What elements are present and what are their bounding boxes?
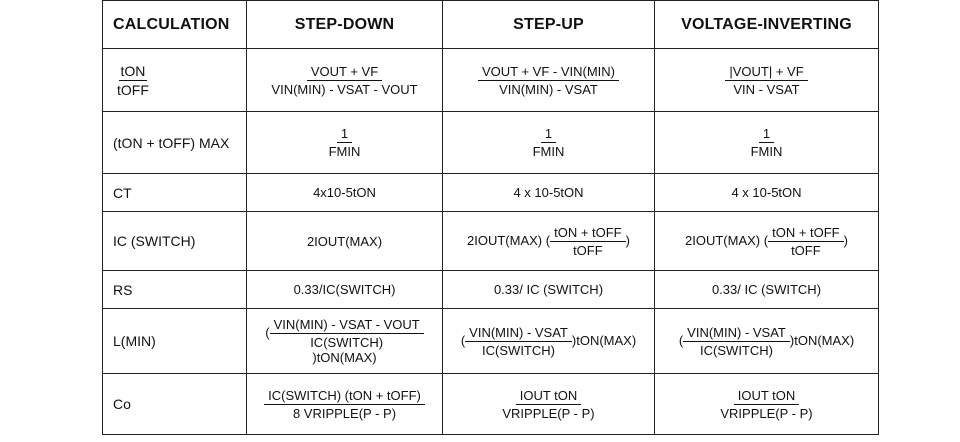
formula-voltage-inverting: 0.33/ IC (SWITCH) — [655, 271, 879, 309]
header-voltage-inverting: VOLTAGE-INVERTING — [655, 1, 879, 49]
row-label-co: Co — [103, 374, 247, 435]
formula-voltage-inverting: $\frac{\text{IOUT tON}}{\text{VRIPPLE(P - P)}}$ — [655, 374, 879, 435]
formula-step-up: $\frac{\text{VOUT + VF - VIN(MIN)}}{\text{VIN(MIN) - VSAT}}$ — [443, 49, 655, 112]
formula-step-up: 4 x 10-5tON — [443, 174, 655, 212]
row-label-period-max: (tON + tOFF) MAX — [103, 112, 247, 174]
header-step-down: STEP-DOWN — [247, 1, 443, 49]
row-label-rs: RS — [103, 271, 247, 309]
table-row — [103, 374, 879, 435]
header-row — [103, 1, 879, 49]
header-calculation: CALCULATION — [103, 1, 247, 49]
formula-voltage-inverting: 2IOUT(MAX) ( $\frac{\text{tON + tOFF}}{\text{tOFF}}$ ) — [655, 212, 879, 271]
table-row — [103, 212, 879, 271]
formula-step-down: 4x10-5tON — [247, 174, 443, 212]
table-row — [103, 49, 879, 112]
formula-step-up: ( $\frac{\text{VIN(MIN) - VSAT}}{\text{IC(SWITCH)}}$ )tON(MAX) — [443, 309, 655, 374]
formula-voltage-inverting: $\frac{\text{|VOUT| + VF}}{\text{VIN - VSAT}}$ — [655, 49, 879, 112]
formula-step-down: ( $\frac{\text{VIN(MIN) - VSAT - VOUT}}{\text{IC(SWITCH)}}$ )tON(MAX) — [247, 309, 443, 374]
formula-voltage-inverting: 4 x 10-5tON — [655, 174, 879, 212]
formula-step-up: $\frac{\text{IOUT tON}}{\text{VRIPPLE(P - P)}}$ — [443, 374, 655, 435]
row-label-lmin: L(MIN) — [103, 309, 247, 374]
row-label-ic-switch: IC (SWITCH) — [103, 212, 247, 271]
formula-step-down: 0.33/IC(SWITCH) — [247, 271, 443, 309]
formula-voltage-inverting: ( $\frac{\text{VIN(MIN) - VSAT}}{\text{IC(SWITCH)}}$ )tON(MAX) — [655, 309, 879, 374]
table-row — [103, 271, 879, 309]
row-label-ton-toff: $\frac{\text{tON}}{\text{tOFF}}$ — [103, 49, 247, 112]
header-step-up: STEP-UP — [443, 1, 655, 49]
formula-step-up: 0.33/ IC (SWITCH) — [443, 271, 655, 309]
row-label-ct: CT — [103, 174, 247, 212]
table-row — [103, 174, 879, 212]
table-row — [103, 112, 879, 174]
formula-step-down: 2IOUT(MAX) — [247, 212, 443, 271]
formula-step-up: 2IOUT(MAX) ( $\frac{\text{tON + tOFF}}{\text{tOFF}}$ ) — [443, 212, 655, 271]
formula-step-down: $\frac{\text{VOUT + VF}}{\text{VIN(MIN) - VSAT - VOUT}}$ — [247, 49, 443, 112]
formula-voltage-inverting: $\frac{1}{\text{FMIN}}$ — [655, 112, 879, 174]
formula-step-down: $\frac{\text{IC(SWITCH) (tON + tOFF)}}{\text{8 VRIPPLE(P - P)}}$ — [247, 374, 443, 435]
table-row — [103, 309, 879, 374]
formula-step-down: $\frac{1}{\text{FMIN}}$ — [247, 112, 443, 174]
design-equations-table — [102, 0, 879, 435]
formula-step-up: $\frac{1}{\text{FMIN}}$ — [443, 112, 655, 174]
